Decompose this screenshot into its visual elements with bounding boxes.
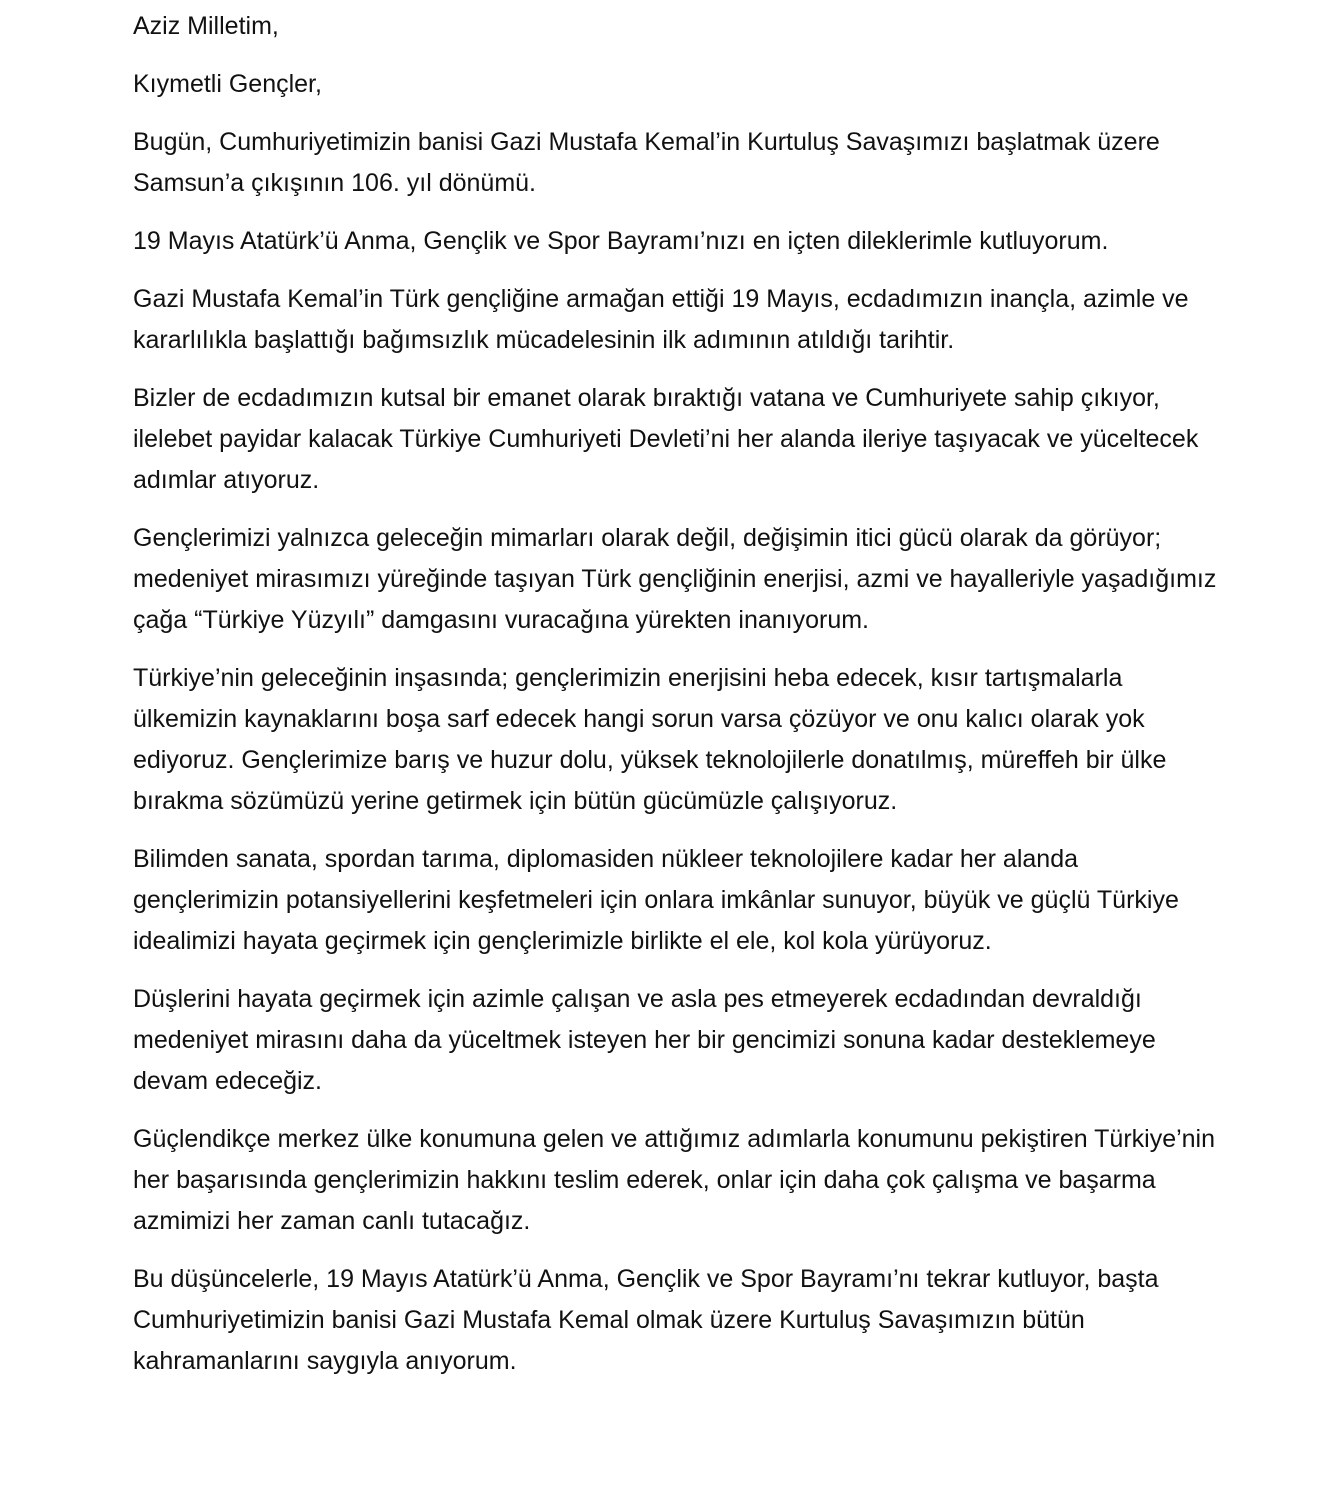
paragraph-anniversary: Bugün, Cumhuriyetimizin banisi Gazi Mustafa Kemal’in Kurtuluş Savaşımızı başlatmak üzere Samsun’a çıkışının 106. yıl dönümü. bbox=[133, 128, 1160, 197]
greeting-youth: Kıymetli Gençler, bbox=[133, 70, 322, 98]
paragraph-youth-vision: Gençlerimizi yalnızca geleceğin mimarları olarak değil, değişimin itici gücü olarak da görüyor; medeniyet mirasımızı yüreğinde taşıyan Türk gençliğinin enerjisi, azmi ve hayalleriyle yaşadığımız çağa “Türkiye Yüzyılı” damgasını vuracağına yürekten inanıyorum. bbox=[133, 524, 1217, 634]
paragraph-heritage: Bizler de ecdadımızın kutsal bir emanet olarak bıraktığı vatana ve Cumhuriyete sahip çıkıyor, ilelebet payidar kalacak Türkiye Cumhuriyeti Devleti’ni her alanda ileriye taşıyacak ve yüceltecek adımlar atıyoruz. bbox=[133, 384, 1199, 494]
paragraph-closing: Bu düşüncelerle, 19 Mayıs Atatürk’ü Anma, Gençlik ve Spor Bayramı’nı tekrar kutluyor, başta Cumhuriyetimizin banisi Gazi Mustafa Kemal olmak üzere Kurtuluş Savaşımızın bütün kahramanlarını saygıyla anıyorum. bbox=[133, 1265, 1159, 1375]
greeting-nation: Aziz Milletim, bbox=[133, 12, 279, 40]
message-document bbox=[133, 6, 1223, 1399]
paragraph-celebration: 19 Mayıs Atatürk’ü Anma, Gençlik ve Spor Bayramı’nızı en içten dileklerimle kutluyorum. bbox=[133, 227, 1109, 255]
paragraph-may-19: Gazi Mustafa Kemal’in Türk gençliğine armağan ettiği 19 Mayıs, ecdadımızın inançla, azimle ve kararlılıkla başlattığı bağımsızlık mücadelesinin ilk adımının atıldığı tarihtir. bbox=[133, 285, 1189, 354]
paragraph-future: Türkiye’nin geleceğinin inşasında; gençlerimizin enerjisini heba edecek, kısır tartışmalarla ülkemizin kaynaklarını boşa sarf edecek hangi sorun varsa çözüyor ve onu kalıcı olarak yok ediyoruz. Gençlerimize barış ve huzur dolu, yüksek teknolojilerle donatılmış, müreffeh bir ülke bırakma sözümüzü yerine getirmek için bütün gücümüzle çalışıyoruz. bbox=[133, 664, 1167, 815]
paragraph-support: Düşlerini hayata geçirmek için azimle çalışan ve asla pes etmeyerek ecdadından devraldığı medeniyet mirasını daha da yüceltmek isteyen her bir gencimizi sonuna kadar desteklemeye devam edeceğiz. bbox=[133, 985, 1156, 1095]
paragraph-opportunities: Bilimden sanata, spordan tarıma, diplomasiden nükleer teknolojilere kadar her alanda gençlerimizin potansiyellerini keşfetmeleri için onlara imkânlar sunuyor, büyük ve güçlü Türkiye idealimizi hayata geçirmek için gençlerimizle birlikte el ele, kol kola yürüyoruz. bbox=[133, 845, 1179, 955]
paragraph-commitment: Güçlendikçe merkez ülke konumuna gelen ve attığımız adımlarla konumunu pekiştiren Türkiye’nin her başarısında gençlerimizin hakkını teslim ederek, onlar için daha çok çalışma ve başarma azmimizi her zaman canlı tutacağız. bbox=[133, 1125, 1216, 1235]
